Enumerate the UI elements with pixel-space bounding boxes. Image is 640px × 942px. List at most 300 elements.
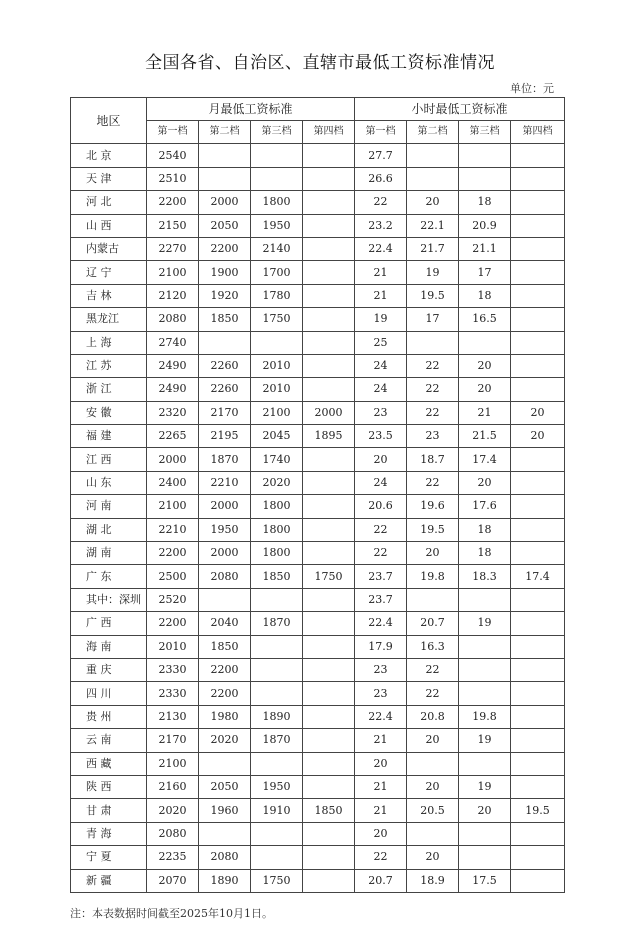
monthly-value-cell [303,237,355,260]
monthly-value-cell: 2045 [251,425,303,448]
hourly-value-cell [407,144,459,167]
hourly-value-cell: 21.5 [459,425,511,448]
hourly-value-cell: 23 [355,682,407,705]
monthly-value-cell: 1850 [303,799,355,822]
hourly-value-cell: 21 [459,401,511,424]
table-row [71,448,565,471]
hourly-value-cell: 21 [355,799,407,822]
region-cell: 辽 宁 [71,261,147,284]
monthly-value-cell [303,284,355,307]
region-cell: 山 西 [71,214,147,237]
hourly-value-cell: 18 [459,542,511,565]
monthly-value-cell: 2330 [147,682,199,705]
region-cell: 广 东 [71,565,147,588]
hourly-value-cell: 19 [459,729,511,752]
monthly-value-cell: 1740 [251,448,303,471]
region-cell: 海 南 [71,635,147,658]
table-row [71,354,565,377]
footnote: 注：本表数据时间截至2025年10月1日。 [70,907,273,920]
hourly-value-cell: 23.7 [355,565,407,588]
table-row [71,284,565,307]
monthly-value-cell: 1850 [199,308,251,331]
monthly-value-cell: 1750 [251,308,303,331]
monthly-value-cell: 2000 [199,495,251,518]
monthly-value-cell [199,144,251,167]
hourly-value-cell: 22 [407,658,459,681]
hourly-value-cell: 19 [407,261,459,284]
monthly-value-cell: 2050 [199,214,251,237]
monthly-value-cell [303,331,355,354]
monthly-value-cell: 2010 [251,354,303,377]
monthly-value-cell: 1800 [251,191,303,214]
table-row [71,612,565,635]
monthly-value-cell [251,144,303,167]
monthly-value-cell: 1870 [251,729,303,752]
hourly-value-cell [511,682,565,705]
monthly-value-cell [251,658,303,681]
hourly-value-cell: 21.7 [407,237,459,260]
table-row [71,588,565,611]
monthly-value-cell: 2100 [147,495,199,518]
hourly-value-cell [459,144,511,167]
region-cell: 云 南 [71,729,147,752]
hourly-value-cell: 20.8 [407,705,459,728]
monthly-value-cell [251,588,303,611]
monthly-value-cell [303,752,355,775]
region-cell: 甘 肃 [71,799,147,822]
hourly-value-cell: 20 [407,191,459,214]
monthly-value-cell [303,214,355,237]
region-cell: 青 海 [71,822,147,845]
monthly-value-cell: 2010 [251,378,303,401]
hourly-value-cell: 22.4 [355,237,407,260]
monthly-value-cell: 2080 [199,846,251,869]
monthly-value-cell [251,167,303,190]
monthly-value-cell: 2000 [303,401,355,424]
region-cell: 四 川 [71,682,147,705]
monthly-value-cell: 2200 [147,542,199,565]
monthly-value-cell [303,612,355,635]
hourly-value-cell: 16.3 [407,635,459,658]
hourly-value-cell: 18 [459,518,511,541]
monthly-tier-2: 第二档 [199,121,251,144]
hourly-value-cell [511,378,565,401]
hourly-value-cell: 18 [459,191,511,214]
hourly-value-cell [459,588,511,611]
region-cell: 河 北 [71,191,147,214]
hourly-value-cell: 21 [355,729,407,752]
hourly-value-cell: 19 [459,612,511,635]
monthly-value-cell: 2080 [147,308,199,331]
table-row [71,705,565,728]
hourly-value-cell: 17.4 [459,448,511,471]
region-cell: 湖 北 [71,518,147,541]
monthly-value-cell [199,588,251,611]
region-cell: 江 苏 [71,354,147,377]
monthly-value-cell: 1920 [199,284,251,307]
hourly-value-cell: 26.6 [355,167,407,190]
hourly-value-cell: 16.5 [459,308,511,331]
monthly-tier-4: 第四档 [303,121,355,144]
region-cell: 安 徽 [71,401,147,424]
monthly-value-cell: 2210 [199,471,251,494]
hourly-value-cell [511,167,565,190]
hourly-value-cell: 19.5 [407,284,459,307]
hourly-value-cell: 22 [407,471,459,494]
table-row [71,846,565,869]
monthly-value-cell [303,635,355,658]
region-cell: 吉 林 [71,284,147,307]
hourly-value-cell [511,261,565,284]
monthly-value-cell: 1800 [251,542,303,565]
monthly-value-cell: 2100 [147,752,199,775]
monthly-value-cell [303,495,355,518]
hourly-value-cell: 17 [459,261,511,284]
unit-label: 单位：元 [510,82,554,95]
monthly-value-cell: 2000 [199,191,251,214]
monthly-value-cell: 2020 [199,729,251,752]
table-row [71,495,565,518]
hourly-value-cell: 20 [407,729,459,752]
hourly-value-cell: 17.9 [355,635,407,658]
hourly-value-cell: 17.5 [459,869,511,892]
table-row [71,261,565,284]
hourly-value-cell: 24 [355,378,407,401]
hourly-value-cell [511,635,565,658]
hourly-value-cell [511,729,565,752]
hourly-value-cell [459,752,511,775]
hourly-value-cell: 17.6 [459,495,511,518]
monthly-value-cell: 2265 [147,425,199,448]
hourly-value-cell: 22.1 [407,214,459,237]
monthly-value-cell: 2170 [147,729,199,752]
hourly-value-cell: 20.7 [355,869,407,892]
hourly-value-cell: 22 [355,542,407,565]
monthly-tier-1: 第一档 [147,121,199,144]
monthly-value-cell: 2740 [147,331,199,354]
hourly-value-cell [511,448,565,471]
table-row [71,144,565,167]
monthly-value-cell: 1950 [251,214,303,237]
monthly-value-cell: 2500 [147,565,199,588]
monthly-value-cell: 2195 [199,425,251,448]
hourly-value-cell: 20.9 [459,214,511,237]
hourly-value-cell [511,705,565,728]
monthly-value-cell [303,822,355,845]
hourly-value-cell: 20 [459,354,511,377]
hourly-value-cell [459,846,511,869]
hourly-value-cell [407,167,459,190]
monthly-value-cell: 1910 [251,799,303,822]
monthly-value-cell: 2330 [147,658,199,681]
monthly-value-cell: 1890 [251,705,303,728]
region-cell: 广 西 [71,612,147,635]
monthly-value-cell: 2490 [147,354,199,377]
table-row [71,401,565,424]
hourly-value-cell: 18.7 [407,448,459,471]
monthly-value-cell [199,822,251,845]
page-title: 全国各省、自治区、直辖市最低工资标准情况 [145,53,495,73]
monthly-value-cell: 1850 [251,565,303,588]
monthly-value-cell: 1895 [303,425,355,448]
monthly-value-cell: 2020 [147,799,199,822]
table-row [71,869,565,892]
monthly-value-cell [303,705,355,728]
monthly-value-cell [303,588,355,611]
monthly-value-cell: 1950 [251,775,303,798]
region-cell: 黑龙江 [71,308,147,331]
hourly-value-cell: 20 [355,448,407,471]
monthly-value-cell [303,354,355,377]
monthly-value-cell [303,167,355,190]
monthly-value-cell: 2020 [251,471,303,494]
monthly-value-cell [199,752,251,775]
hourly-value-cell: 18.9 [407,869,459,892]
monthly-value-cell [303,191,355,214]
table-row [71,237,565,260]
region-cell: 湖 南 [71,542,147,565]
hourly-tier-4: 第四档 [511,121,565,144]
hourly-value-cell [459,682,511,705]
monthly-value-cell: 1800 [251,495,303,518]
hourly-value-cell [511,822,565,845]
hourly-value-cell [511,191,565,214]
hourly-value-cell: 17.4 [511,565,565,588]
monthly-value-cell: 2320 [147,401,199,424]
monthly-value-cell: 1800 [251,518,303,541]
table-row [71,214,565,237]
hourly-value-cell: 23.2 [355,214,407,237]
hourly-value-cell: 22 [407,401,459,424]
monthly-value-cell [303,869,355,892]
monthly-value-cell: 1750 [251,869,303,892]
monthly-value-cell: 1870 [251,612,303,635]
monthly-value-cell [303,682,355,705]
monthly-value-cell [303,542,355,565]
hourly-value-cell: 21 [355,775,407,798]
hourly-value-cell [511,612,565,635]
hourly-value-cell: 18 [459,284,511,307]
hourly-value-cell: 19.5 [407,518,459,541]
hourly-value-cell [511,308,565,331]
hourly-value-cell: 20 [407,846,459,869]
hourly-value-cell [511,775,565,798]
hourly-value-cell [511,331,565,354]
table-row [71,565,565,588]
hourly-value-cell: 20 [511,425,565,448]
hourly-value-cell: 22.4 [355,612,407,635]
monthly-value-cell: 2490 [147,378,199,401]
region-cell: 上 海 [71,331,147,354]
hourly-value-cell: 20 [355,752,407,775]
hourly-value-cell [511,518,565,541]
hourly-value-cell [407,822,459,845]
hourly-value-cell: 20 [407,542,459,565]
hourly-value-cell: 23 [355,658,407,681]
region-cell: 北 京 [71,144,147,167]
monthly-header: 月最低工资标准 [147,98,355,121]
monthly-value-cell: 2150 [147,214,199,237]
hourly-value-cell [511,214,565,237]
table-row [71,752,565,775]
monthly-value-cell: 2140 [251,237,303,260]
monthly-value-cell: 2510 [147,167,199,190]
hourly-value-cell: 23.5 [355,425,407,448]
table-row [71,308,565,331]
monthly-value-cell: 2540 [147,144,199,167]
hourly-header: 小时最低工资标准 [355,98,565,121]
monthly-value-cell: 1700 [251,261,303,284]
monthly-value-cell: 2040 [199,612,251,635]
hourly-value-cell: 20 [407,775,459,798]
region-header: 地区 [71,98,147,144]
table-row [71,775,565,798]
table-row [71,799,565,822]
hourly-value-cell [459,635,511,658]
region-cell: 浙 江 [71,378,147,401]
monthly-value-cell [303,261,355,284]
hourly-value-cell [511,284,565,307]
table-row [71,518,565,541]
hourly-value-cell [459,822,511,845]
monthly-value-cell: 2000 [199,542,251,565]
hourly-value-cell [511,588,565,611]
hourly-value-cell: 27.7 [355,144,407,167]
hourly-value-cell [511,495,565,518]
hourly-value-cell: 21.1 [459,237,511,260]
hourly-value-cell: 20 [459,378,511,401]
hourly-value-cell: 19.8 [407,565,459,588]
hourly-value-cell [511,144,565,167]
monthly-value-cell: 1870 [199,448,251,471]
table-row [71,682,565,705]
hourly-value-cell: 19 [355,308,407,331]
hourly-value-cell: 19.6 [407,495,459,518]
hourly-value-cell [407,331,459,354]
monthly-value-cell: 2200 [147,612,199,635]
monthly-tier-3: 第三档 [251,121,303,144]
hourly-value-cell: 22 [355,846,407,869]
region-cell: 河 南 [71,495,147,518]
monthly-value-cell: 1850 [199,635,251,658]
monthly-value-cell [303,729,355,752]
table-row [71,378,565,401]
hourly-value-cell: 22 [355,518,407,541]
monthly-value-cell: 2235 [147,846,199,869]
hourly-value-cell: 23.7 [355,588,407,611]
monthly-value-cell [303,144,355,167]
hourly-value-cell: 24 [355,471,407,494]
monthly-value-cell: 2170 [199,401,251,424]
region-cell: 陕 西 [71,775,147,798]
hourly-value-cell: 22 [407,354,459,377]
table-row [71,635,565,658]
hourly-value-cell: 20 [459,799,511,822]
monthly-value-cell: 2520 [147,588,199,611]
monthly-value-cell: 2200 [199,237,251,260]
hourly-value-cell: 20.5 [407,799,459,822]
region-cell: 宁 夏 [71,846,147,869]
monthly-value-cell: 1960 [199,799,251,822]
monthly-value-cell: 2010 [147,635,199,658]
table-row [71,542,565,565]
monthly-value-cell: 2100 [251,401,303,424]
hourly-value-cell [407,752,459,775]
hourly-value-cell: 19.5 [511,799,565,822]
monthly-value-cell: 1980 [199,705,251,728]
monthly-value-cell [251,682,303,705]
region-cell: 重 庆 [71,658,147,681]
hourly-value-cell: 22.4 [355,705,407,728]
hourly-value-cell: 24 [355,354,407,377]
hourly-tier-3: 第三档 [459,121,511,144]
table-row [71,167,565,190]
hourly-value-cell: 20.6 [355,495,407,518]
hourly-tier-2: 第二档 [407,121,459,144]
region-cell: 西 藏 [71,752,147,775]
table-row [71,729,565,752]
monthly-value-cell: 2050 [199,775,251,798]
monthly-value-cell [303,775,355,798]
monthly-value-cell: 2400 [147,471,199,494]
monthly-value-cell: 2260 [199,378,251,401]
hourly-value-cell: 21 [355,261,407,284]
region-cell: 福 建 [71,425,147,448]
monthly-value-cell: 2130 [147,705,199,728]
monthly-value-cell: 1900 [199,261,251,284]
table-row [71,471,565,494]
hourly-value-cell [511,354,565,377]
region-cell: 山 东 [71,471,147,494]
hourly-value-cell: 17 [407,308,459,331]
monthly-value-cell: 2080 [199,565,251,588]
monthly-value-cell: 2100 [147,261,199,284]
monthly-value-cell [303,846,355,869]
table-row [71,822,565,845]
table-row [71,658,565,681]
region-cell: 内蒙古 [71,237,147,260]
region-cell: 天 津 [71,167,147,190]
hourly-tier-1: 第一档 [355,121,407,144]
monthly-value-cell: 2200 [147,191,199,214]
monthly-value-cell: 1890 [199,869,251,892]
monthly-value-cell [199,167,251,190]
hourly-value-cell [459,658,511,681]
monthly-value-cell [199,331,251,354]
minimum-wage-table [70,97,565,893]
hourly-value-cell [459,167,511,190]
hourly-value-cell: 25 [355,331,407,354]
monthly-value-cell: 2120 [147,284,199,307]
hourly-value-cell [511,846,565,869]
hourly-value-cell: 20 [511,401,565,424]
monthly-value-cell: 2080 [147,822,199,845]
hourly-value-cell [459,331,511,354]
table-row [71,331,565,354]
hourly-value-cell: 22 [355,191,407,214]
region-cell: 新 疆 [71,869,147,892]
monthly-value-cell [251,635,303,658]
monthly-value-cell [303,378,355,401]
hourly-value-cell [511,752,565,775]
monthly-value-cell: 2200 [199,658,251,681]
monthly-value-cell: 2160 [147,775,199,798]
monthly-value-cell [303,658,355,681]
hourly-value-cell: 22 [407,682,459,705]
table-row [71,425,565,448]
monthly-value-cell: 2200 [199,682,251,705]
hourly-value-cell: 19 [459,775,511,798]
